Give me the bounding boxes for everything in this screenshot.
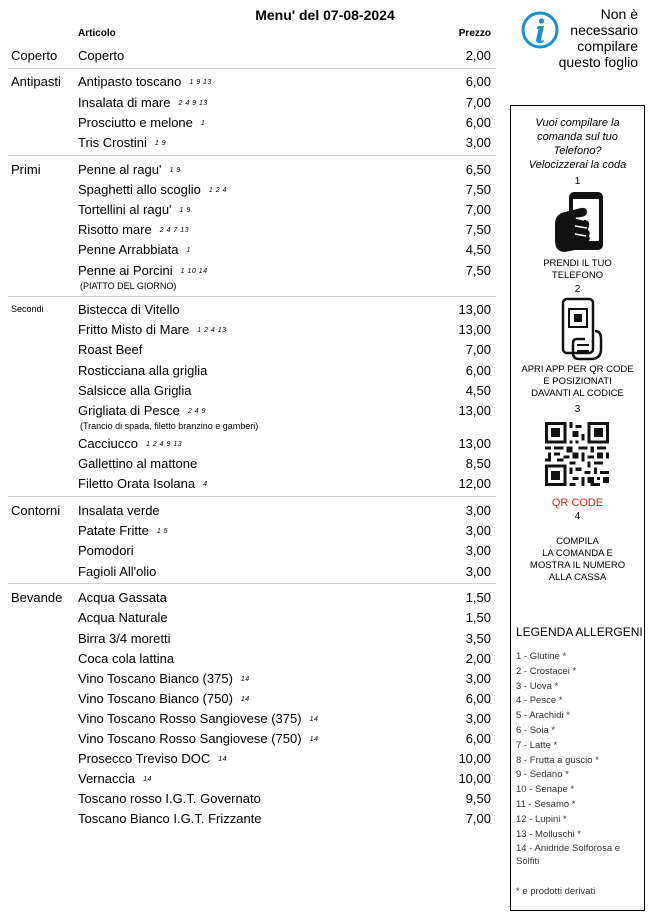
menu-item-name: Vino Toscano Bianco (375) [78,671,233,686]
menu-item-name: Penne al ragu' [78,162,162,177]
step-3-text: QR CODE [551,497,604,509]
page-title: Menu' del 07-08-2024 [255,7,395,23]
menu-item [78,691,250,706]
legend-item: 4 - Pesce * [516,695,563,707]
category-label: Bevande [11,590,63,605]
category-label: Contorni [11,503,61,518]
legend-item: 6 - Soia * [516,724,556,736]
menu-item-name: Prosecco Treviso DOC [78,751,211,766]
legend-footnote: * e prodotti derivati [516,886,596,897]
legend-item: 1 - Glutine * [516,651,567,662]
menu-item-name: Fagioli All'olio [78,564,157,579]
menu-item-name: Rosticciana alla griglia [78,363,208,378]
menu-item-name: Patate Fritte [78,523,149,538]
menu-item-price: 4,50 [465,242,491,257]
step-4-text: COMPILA LA COMANDA E MOSTRA IL NUMERO ALLA CASSA [529,536,626,583]
menu-item [78,476,207,491]
menu-item [78,436,182,451]
menu-item-name: Vino Toscano Rosso Sangiovese (375) [78,711,302,726]
info-text: Non è necessario compilare questo foglio [558,6,638,70]
legend-item: 12 - Lupini * [516,813,567,825]
menu-item-price: 3,00 [465,503,491,518]
qr-order-panel [510,105,645,911]
menu-item-name: Coperto [78,48,125,63]
menu-item [78,791,261,806]
menu-item-name: Tortellini al ragu' [78,202,172,217]
menu-item-price: 6,50 [465,162,491,177]
menu-item [78,242,191,257]
menu-item-name: Acqua Naturale [78,610,168,625]
legend-item: 11 - Sesamo * [516,798,576,810]
menu-item-allergens: 1 [200,120,206,127]
menu-item-price: 6,00 [465,115,491,130]
legend-item: 14 - Anidride Solforosa e Solfiti [516,843,621,868]
menu-item-name: Antipasto toscano [78,74,182,89]
menu-item [78,671,250,686]
menu-item-price: 2,00 [465,48,491,63]
menu-item [78,651,174,666]
menu-item-price: 7,50 [465,263,491,278]
menu-item-name: Vino Toscano Rosso Sangiovese (750) [78,731,302,746]
menu-item-name: Filetto Orata Isolana [78,476,196,491]
menu-item-name: Insalata di mare [78,95,171,110]
legend-item: 8 - Frutta a guscio * [516,754,599,766]
menu-item [78,342,142,357]
category-label: Antipasti [11,74,61,89]
menu-item [78,711,318,726]
phone-qr-icon [555,297,605,361]
menu-item [78,771,152,786]
menu-item-price: 7,50 [465,222,491,237]
menu-item-price: 3,00 [465,543,491,558]
menu-item-price: 6,00 [465,74,491,89]
menu-item [78,363,207,378]
menu-item-allergens: 1 9 [169,167,181,174]
menu-item-name: Salsicce alla Griglia [78,383,192,398]
menu-item-price: 3,00 [465,135,491,150]
menu-item-name: Toscano Bianco I.G.T. Frizzante [78,811,262,826]
menu-item-price: 13,00 [458,302,491,317]
menu-item-allergens: 1 9 [179,207,191,214]
menu-item-name: Vernaccia [78,771,136,786]
legend-item: 13 - Molluschi * [516,828,581,840]
menu-item-price: 3,50 [465,631,491,646]
menu-item-price: 3,00 [465,564,491,579]
menu-item-name: Risotto mare [78,222,152,237]
menu-item-name: Grigliata di Pesce [78,403,180,418]
menu-item-price: 2,00 [465,651,491,666]
menu-item-price: 7,00 [465,95,491,110]
menu-item [78,456,197,471]
menu-item-price: 9,50 [465,791,491,806]
menu-item-name: Cacciucco [78,436,138,451]
menu-item-price: 12,00 [458,476,491,491]
menu-item-allergens: 1 10 14 [180,268,208,275]
menu-item-allergens: 4 [203,481,208,488]
phone-hand-icon [551,190,609,256]
menu-item-allergens: 1 5 [156,528,169,535]
column-header-prezzo: Prezzo [458,28,491,39]
menu-item-allergens: 1 9 [154,140,167,147]
legend-item: 2 - Crostacei * [516,665,577,677]
legend-item: 3 - Uova * [516,680,559,692]
menu-item-name: Birra 3/4 moretti [78,631,171,646]
menu-item [78,302,180,317]
menu-item-price: 7,00 [465,342,491,357]
menu-item-price: 10,00 [458,771,491,786]
menu-item-name: Pomodori [78,543,134,558]
menu-item [78,543,134,558]
menu-item-name: Penne ai Porcini [78,263,173,278]
section-divider [8,155,496,156]
menu-item-price: 7,00 [465,202,491,217]
menu-item [78,162,181,177]
section-divider [8,496,496,497]
menu-item-price: 13,00 [458,436,491,451]
qr-code-icon [545,422,609,486]
section-divider [8,296,496,297]
menu-item-price: 3,00 [465,711,491,726]
menu-item-price: 1,50 [465,610,491,625]
menu-item-price: 4,50 [465,383,491,398]
menu-item [78,202,191,217]
menu-item-allergens: 14 [218,756,227,763]
step-2-number: 2 [574,284,581,295]
menu-item-name: Insalata verde [78,503,160,518]
menu-item-name: Spaghetti allo scoglio [78,182,201,197]
menu-item-name: Coca cola lattina [78,651,175,666]
section-divider [8,583,496,584]
step-3-number: 3 [574,404,581,415]
menu-item [78,48,124,63]
menu-item-price: 3,00 [465,523,491,538]
menu-item-price: 13,00 [458,322,491,337]
menu-item-allergens: 14 [309,736,319,743]
menu-item-name: Tris Crostini [78,135,147,150]
menu-item-price: 7,50 [465,182,491,197]
legend-item: 5 - Arachidi * [516,710,570,722]
menu-item-note: (Trancio di spada, filetto branzino e gamberi) [80,421,259,431]
menu-item-allergens: 14 [240,696,250,703]
menu-item [78,503,160,518]
category-label: Secondi [11,304,44,314]
menu-item [78,731,318,746]
menu-item [78,751,227,766]
category-label: Primi [11,162,41,177]
legend-item: 10 - Senape * [516,784,575,796]
menu-item-allergens: 14 [240,676,250,683]
menu-item-allergens: 1 2 4 13 [197,327,227,334]
menu-item-allergens: 14 [143,776,152,783]
menu-item-allergens: 14 [309,716,319,723]
menu-item-name: Prosciutto e melone [78,115,193,130]
menu-item-name: Penne Arrabbiata [78,242,179,257]
legend-list [516,650,643,868]
menu-item [78,610,168,625]
column-header-articolo: Articolo [78,28,116,39]
menu-item-name: Acqua Gassata [78,590,167,605]
menu-item-price: 6,00 [465,691,491,706]
menu-item [78,222,189,237]
menu-item-allergens: 1 [186,247,191,254]
menu-item [78,564,156,579]
menu-item-price: 10,00 [458,751,491,766]
menu-item [78,631,170,646]
section-divider [8,68,496,69]
menu-item-name: Vino Toscano Bianco (750) [78,691,233,706]
menu-item [78,95,208,110]
menu-item-allergens: 1 2 4 9 13 [145,441,183,448]
menu-item-name: Bistecca di Vitello [78,302,180,317]
category-label: Coperto [11,48,58,63]
menu-item-price: 6,00 [465,731,491,746]
menu-item-price: 8,50 [465,456,491,471]
menu-item-name: Toscano rosso I.G.T. Governato [78,791,261,806]
menu-item-price: 13,00 [458,403,491,418]
info-notice [518,6,644,76]
menu-item [78,322,227,337]
info-icon [520,10,560,50]
menu-item-note: (PIATTO DEL GIORNO) [80,281,177,291]
menu-item-allergens: 2 4 9 13 [178,100,208,107]
menu-item [78,383,191,398]
legend-item: 7 - Latte * [516,739,558,751]
step-4-number: 4 [574,511,581,522]
menu-item-name: Gallettino al mattone [78,456,198,471]
panel-intro: Vuoi compilare la comanda sul tuo Telefono? Velocizzerai la coda [528,117,627,171]
menu-item [78,811,262,826]
menu-item [78,74,212,89]
step-1-number: 1 [574,176,581,187]
legend-item: 9 - Sedano * [516,769,569,781]
step-1-text: PRENDI IL TUO TELEFONO [543,258,612,281]
menu-item-price: 6,00 [465,363,491,378]
menu-item-name: Fritto Misto di Mare [78,322,190,337]
menu-item [78,590,167,605]
menu-item-allergens: 1 2 4 [208,187,227,194]
menu-item [78,182,227,197]
menu-item-price: 1,50 [465,590,491,605]
menu-item [78,523,168,538]
menu-item-price: 3,00 [465,671,491,686]
menu-item-allergens: 2 4 7 13 [159,227,190,234]
menu-item [78,115,205,130]
menu-item [78,135,166,150]
menu-item-price: 7,00 [465,811,491,826]
legend-title: LEGENDA ALLERGENI [516,625,643,639]
menu-item-name: Roast Beef [78,342,143,357]
menu-item-allergens: 1 9 13 [189,79,212,86]
step-2-text: APRI APP PER QR CODE E POSIZIONATI DAVANTI AL CODICE [521,364,634,399]
menu-item [78,263,208,278]
menu-item [78,403,206,418]
menu-item-allergens: 2 4 9 [187,408,206,415]
